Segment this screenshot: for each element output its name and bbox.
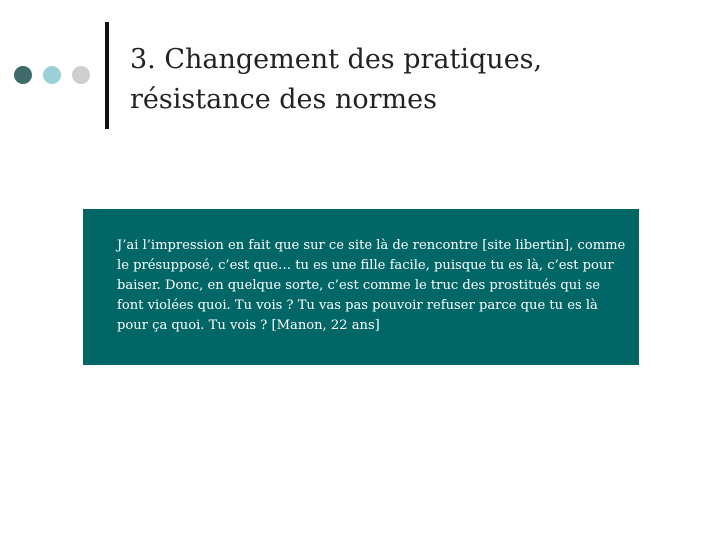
dot-light-gray (72, 66, 90, 84)
dot-dark-teal (14, 66, 32, 84)
decorative-dots (14, 66, 94, 84)
title-accent-bar (105, 22, 109, 129)
quote-box (83, 209, 639, 365)
quote-text: J’ai l’impression en fait que sur ce site là de rencontre [site libertin], comme le présupposé, c’est que… tu es une fille facile, puisque tu es là, c’est pour baiser. Donc, en quelque sorte, c’est comme le truc des prostitués qui se font violées quoi. Tu vois ? Tu vas pas pouvoir refuser parce que tu es là pour ça quoi. Tu vois ? [Manon, 22 ans] (117, 238, 626, 333)
dot-light-blue (43, 66, 61, 84)
slide-title: 3. Changement des pratiques, résistance des normes (130, 44, 543, 115)
